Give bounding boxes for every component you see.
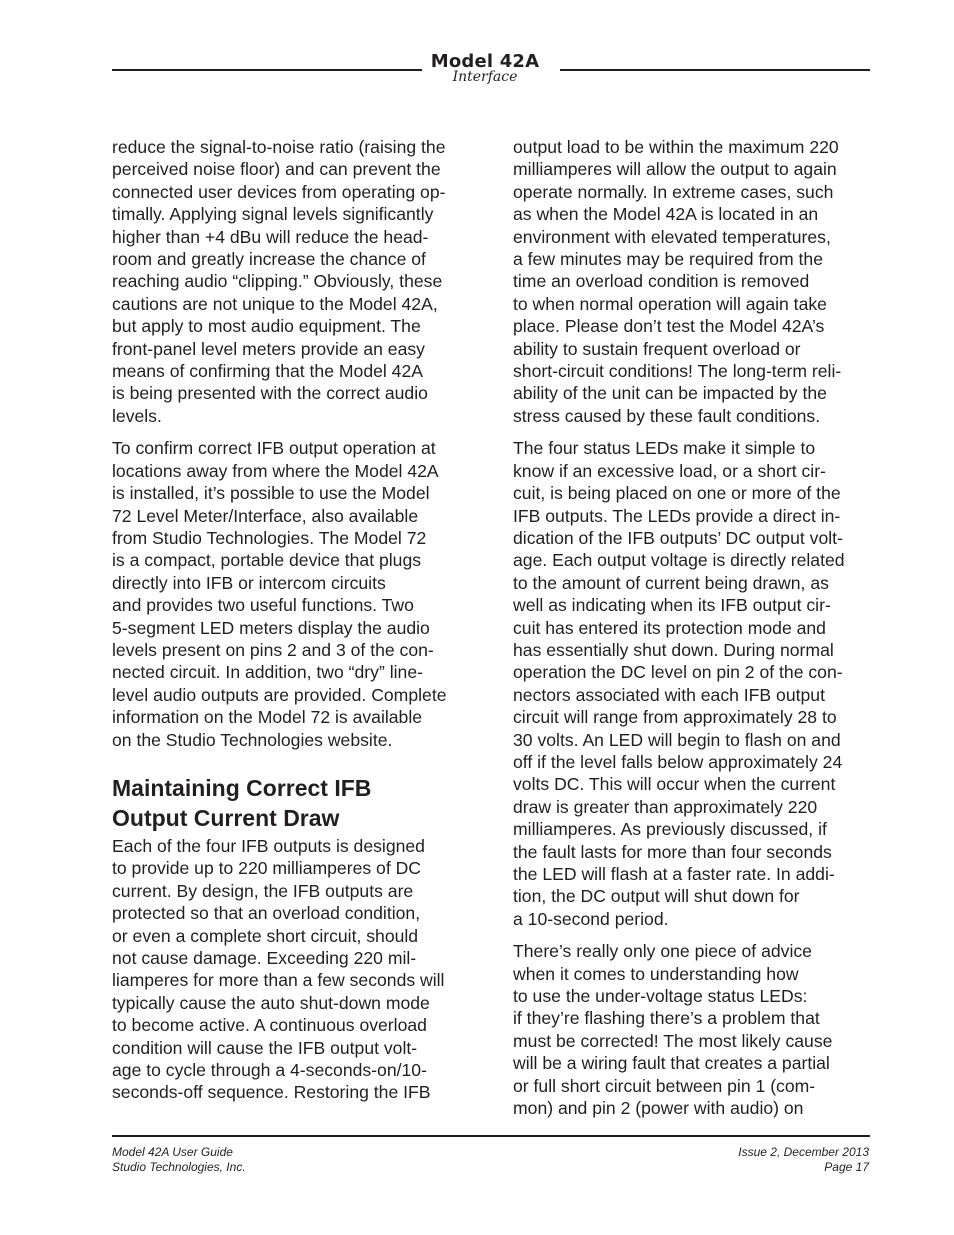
text-line: seconds-off sequence. Restoring the IFB bbox=[112, 1082, 431, 1103]
text-line: cuit, is being placed on one or more of the bbox=[513, 483, 841, 504]
text-line: to the amount of current being drawn, as bbox=[513, 572, 829, 593]
right-paragraph-1 bbox=[513, 136, 873, 427]
text-line: levels. bbox=[112, 405, 162, 426]
right-column bbox=[513, 136, 873, 1119]
text-line: means of confirming that the Model 42A bbox=[112, 361, 423, 382]
text-line: not cause damage. Exceeding 220 mil- bbox=[112, 948, 417, 968]
footer-issue: Issue 2, December 2013 bbox=[738, 1145, 869, 1159]
text-line: as when the Model 42A is located in an bbox=[513, 204, 819, 225]
footer-page-number: Page 17 bbox=[824, 1160, 869, 1174]
footer-company: Studio Technologies, Inc. bbox=[112, 1160, 246, 1174]
text-line: The four status LEDs make it simple to bbox=[513, 438, 816, 459]
heading-line: Output Current Draw bbox=[112, 804, 340, 831]
text-line: age. Each output voltage is directly related bbox=[513, 550, 845, 571]
text-line: operate normally. In extreme cases, such bbox=[513, 181, 834, 202]
text-line: perceived noise floor) and can prevent the bbox=[112, 159, 441, 180]
text-line: know if an excessive load, or a short cir- bbox=[513, 460, 826, 481]
text-line: will be a wiring fault that creates a partial bbox=[513, 1053, 830, 1074]
text-line: a 10-second period. bbox=[513, 908, 669, 929]
text-line: cuit has entered its protection mode and bbox=[513, 617, 826, 638]
text-line: a few minutes may be required from the bbox=[513, 249, 823, 270]
footer-left bbox=[112, 1145, 246, 1175]
text-line: and provides two useful functions. Two bbox=[112, 595, 414, 616]
text-line: circuit will range from approximately 28 to bbox=[513, 707, 837, 728]
text-line: stress caused by these fault conditions. bbox=[513, 405, 821, 426]
right-paragraph-2 bbox=[513, 437, 873, 930]
text-line: must be corrected! The most likely cause bbox=[513, 1030, 833, 1051]
text-line: There’s really only one piece of advice bbox=[513, 941, 812, 962]
text-line: to when normal operation will again take bbox=[513, 293, 827, 314]
text-line: cautions are not unique to the Model 42A, bbox=[112, 293, 438, 314]
text-line: nected circuit. In addition, two “dry” line- bbox=[112, 662, 423, 683]
text-line: if they’re flashing there’s a problem that bbox=[513, 1008, 820, 1029]
text-line: age to cycle through a 4-seconds-on/10- bbox=[112, 1060, 427, 1081]
text-line: protected so that an overload condition, bbox=[112, 903, 421, 924]
text-line: reduce the signal-to-noise ratio (raising the bbox=[112, 137, 446, 157]
text-line: is installed, it’s possible to use the Model bbox=[112, 483, 430, 504]
text-line: room and greatly increase the chance of bbox=[112, 249, 426, 270]
text-line: current. By design, the IFB outputs are bbox=[112, 880, 414, 901]
text-line: milliamperes. As previously discussed, if bbox=[513, 819, 827, 840]
text-line: the LED will flash at a faster rate. In addi- bbox=[513, 864, 835, 884]
text-line: place. Please don’t test the Model 42A’s bbox=[513, 316, 825, 337]
text-line: timally. Applying signal levels significantly bbox=[112, 204, 434, 225]
text-line: directly into IFB or intercom circuits bbox=[112, 572, 386, 593]
text-line: connected user devices from operating op- bbox=[112, 181, 446, 202]
text-line: milliamperes will allow the output to again bbox=[513, 159, 837, 180]
brand-subtitle: Interface bbox=[452, 69, 518, 85]
text-line: draw is greater than approximately 220 bbox=[513, 796, 818, 817]
text-line: level audio outputs are provided. Complete bbox=[112, 684, 447, 705]
header-rule-right bbox=[560, 69, 870, 71]
text-line: tion, the DC output will shut down for bbox=[513, 886, 800, 907]
text-line: mon) and pin 2 (power with audio) on bbox=[513, 1098, 804, 1119]
text-line: environment with elevated temperatures, bbox=[513, 226, 831, 247]
header-brand bbox=[400, 52, 570, 84]
text-line: 5-segment LED meters display the audio bbox=[112, 617, 430, 638]
text-line: ability to sustain frequent overload or bbox=[513, 338, 801, 359]
text-line: nectors associated with each IFB output bbox=[513, 684, 825, 705]
text-line: dication of the IFB outputs’ DC output volt- bbox=[513, 527, 843, 548]
text-line: 30 volts. An LED will begin to flash on and bbox=[513, 729, 841, 750]
left-paragraph-2 bbox=[112, 437, 472, 751]
left-column bbox=[112, 136, 472, 1104]
text-line: well as indicating when its IFB output cir- bbox=[513, 595, 831, 616]
header-rule-left bbox=[112, 69, 422, 71]
text-line: short-circuit conditions! The long-term reli- bbox=[513, 361, 842, 382]
text-line: typically cause the auto shut-down mode bbox=[112, 992, 430, 1013]
text-line: off if the level falls below approximately 24 bbox=[513, 751, 843, 772]
text-line: is a compact, portable device that plugs bbox=[112, 550, 422, 571]
text-line: output load to be within the maximum 220 bbox=[513, 137, 839, 157]
text-line: to provide up to 220 milliamperes of DC bbox=[112, 858, 422, 879]
text-line: volts DC. This will occur when the current bbox=[513, 774, 836, 795]
text-line: ability of the unit can be impacted by the bbox=[513, 383, 827, 404]
left-paragraph-1 bbox=[112, 136, 472, 427]
text-line: is being presented with the correct audio bbox=[112, 383, 428, 404]
section-heading bbox=[112, 773, 472, 833]
footer-rule bbox=[112, 1135, 870, 1137]
text-line: front-panel level meters provide an easy bbox=[112, 338, 425, 359]
text-line: or full short circuit between pin 1 (com- bbox=[513, 1075, 816, 1096]
text-line: reaching audio “clipping.” Obviously, these bbox=[112, 271, 443, 292]
text-line: condition will cause the IFB output volt- bbox=[112, 1037, 418, 1058]
right-paragraph-3 bbox=[513, 940, 873, 1119]
text-line: To confirm correct IFB output operation at bbox=[112, 438, 436, 459]
text-line: has essentially shut down. During normal bbox=[513, 639, 834, 660]
footer-guide-title: Model 42A User Guide bbox=[112, 1145, 233, 1159]
text-line: the fault lasts for more than four seconds bbox=[513, 841, 832, 862]
left-paragraph-3 bbox=[112, 835, 472, 1104]
heading-line: Maintaining Correct IFB bbox=[112, 774, 372, 801]
text-line: to become active. A continuous overload bbox=[112, 1015, 427, 1036]
text-line: when it comes to understanding how bbox=[513, 963, 799, 984]
text-line: IFB outputs. The LEDs provide a direct in- bbox=[513, 505, 841, 526]
text-line: Each of the four IFB outputs is designed bbox=[112, 835, 425, 856]
text-line: operation the DC level on pin 2 of the con- bbox=[513, 662, 843, 683]
text-line: liamperes for more than a few seconds will bbox=[112, 970, 445, 991]
text-line: locations away from where the Model 42A bbox=[112, 460, 439, 481]
footer-right bbox=[738, 1145, 869, 1175]
text-line: but apply to most audio equipment. The bbox=[112, 316, 421, 337]
text-line: from Studio Technologies. The Model 72 bbox=[112, 527, 427, 548]
text-line: 72 Level Meter/Interface, also available bbox=[112, 505, 419, 526]
text-line: higher than +4 dBu will reduce the head- bbox=[112, 226, 429, 247]
text-line: levels present on pins 2 and 3 of the con- bbox=[112, 639, 434, 660]
text-line: on the Studio Technologies website. bbox=[112, 729, 393, 750]
text-line: to use the under-voltage status LEDs: bbox=[513, 986, 808, 1007]
text-line: or even a complete short circuit, should bbox=[112, 925, 419, 946]
text-line: time an overload condition is removed bbox=[513, 271, 810, 292]
brand-title: Model 42A bbox=[430, 51, 540, 72]
text-line: information on the Model 72 is available bbox=[112, 707, 423, 728]
